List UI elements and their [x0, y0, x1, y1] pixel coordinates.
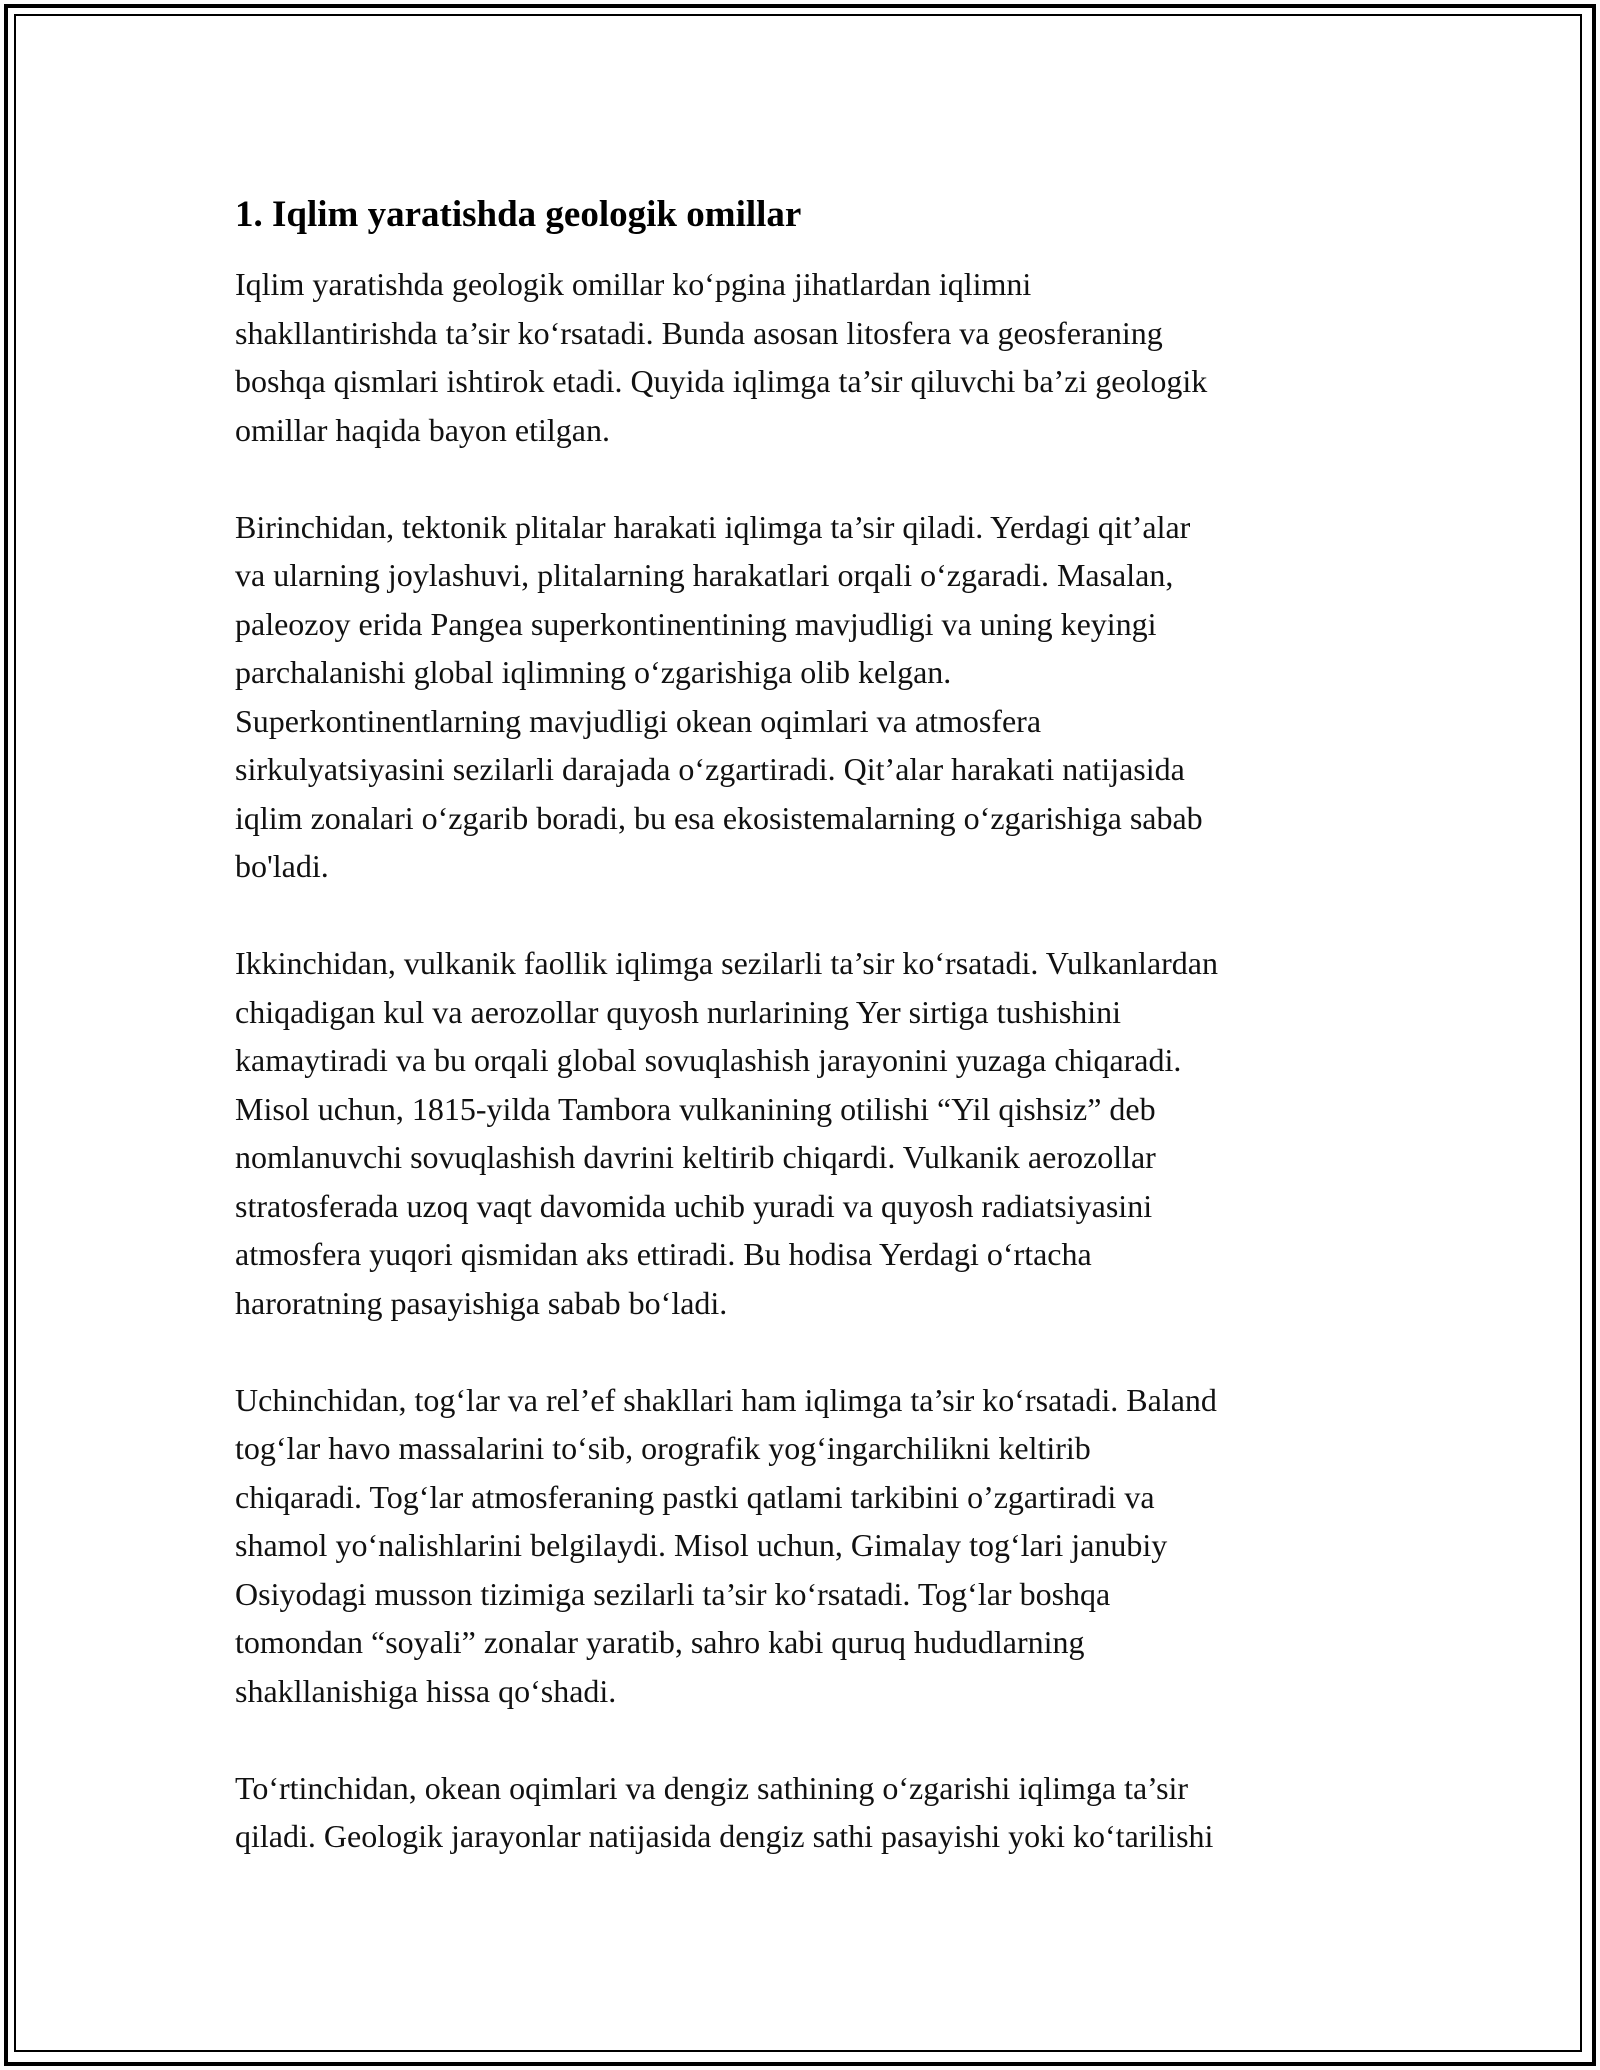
paragraph-intro: Iqlim yaratishda geologik omillar ko‘pgina jihatlardan iqlimni shakllantirishda ta’sir ko‘rsatadi. Bunda asosan litosfera va geosferaning boshqa qismlari ishtirok etadi. Quyida iqlimga ta’sir qiluvchi ba’zi geologik omillar haqida bayon etilgan. — [235, 266, 1208, 448]
paragraph-ocean-currents: To‘rtinchidan, okean oqimlari va dengiz sathining o‘zgarishi iqlimga ta’sir qiladi. Geologik jarayonlar natijasida dengiz sathi pasayishi yoki ko‘tarilishi — [235, 1769, 1214, 1854]
paragraph-tectonics: Birinchidan, tektonik plitalar harakati iqlimga ta’sir qiladi. Yerdagi qit’alar va ularning joylashuvi, plitalarning harakatlari orqali o‘zgaradi. Masalan, paleozoy erida Pangea superkontinentining mavjudligi va uning keyingi parchalanishi global iqlimning o‘zgarishiga olib kelgan. Superkontinentlarning mavjudligi okean oqimlari va atmosfera sirkulyatsiyasini sezilarli darajada o‘zgartiradi. Qit’alar harakati natijasida iqlim zonalari o‘zgarib boradi, bu esa ekosistemalarning o‘zgarishiga sabab bo'ladi. — [235, 508, 1203, 884]
paragraph-volcanism: Ikkinchidan, vulkanik faollik iqlimga sezilarli ta’sir ko‘rsatadi. Vulkanlardan chiqadigan kul va aerozollar quyosh nurlarining Yer sirtiga tushishini kamaytiradi va bu orqali global sovuqlashish jarayonini yuzaga chiqaradi. Misol uchun, 1815-yilda Tambora vulkanining otilishi “Yil qishsiz” deb nomlanuvchi sovuqlashish davrini keltirib chiqardi. Vulkanik aerozollar stratosferada uzoq vaqt davomida uchib yuradi va quyosh radiatsiyasini atmosfera yuqori qismidan aks ettiradi. Bu hodisa Yerdagi o‘rtacha haroratning pasayishiga sabab bo‘ladi. — [235, 945, 1218, 1321]
section-heading: 1. Iqlim yaratishda geologik omillar — [235, 194, 802, 235]
document-body — [235, 188, 1375, 1909]
paragraph-mountains: Uchinchidan, tog‘lar va rel’ef shakllari ham iqlimga ta’sir ko‘rsatadi. Baland tog‘lar havo massalarini to‘sib, orografik yog‘ingarchilikni keltirib chiqaradi. Tog‘lar atmosferaning pastki qatlami tarkibini o’zgartiradi va shamol yo‘nalishlarini belgilaydi. Misol uchun, Gimalay tog‘lari janubiy Osiyodagi musson tizimiga sezilarli ta’sir ko‘rsatadi. Tog‘lar boshqa tomondan “soyali” zonalar yaratib, sahro kabi quruq hududlarning shakllanishiga hissa qo‘shadi. — [235, 1381, 1217, 1709]
